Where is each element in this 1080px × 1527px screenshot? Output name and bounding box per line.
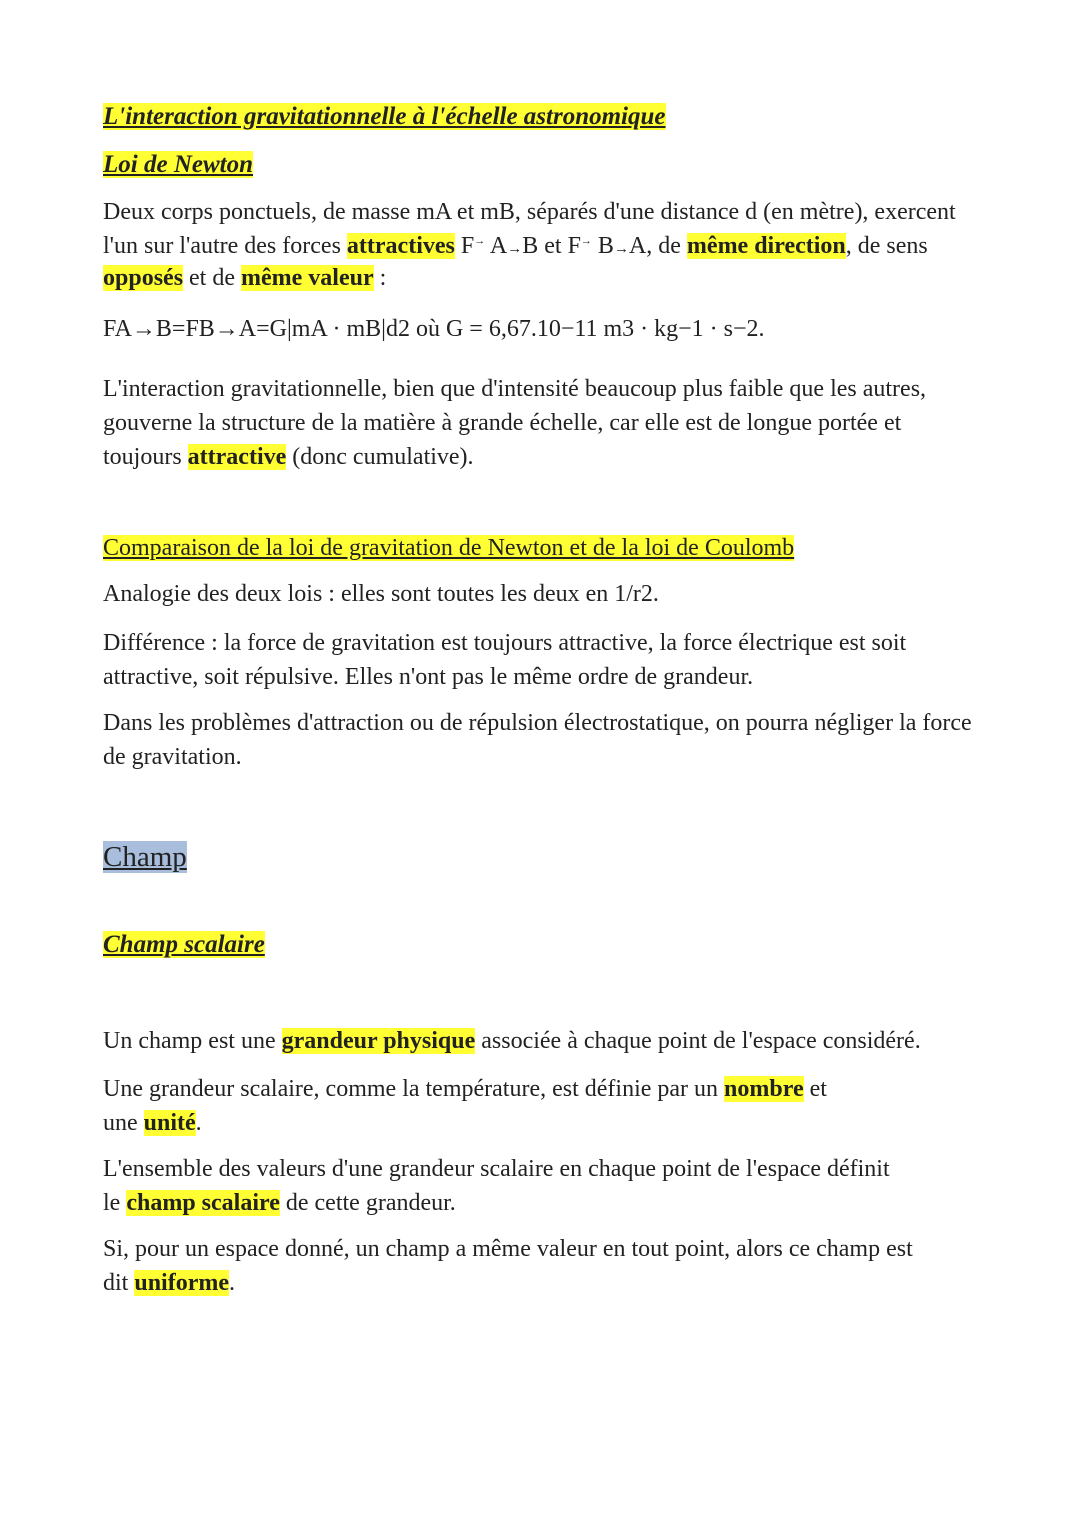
highlight-nombre: nombre	[724, 1076, 804, 1102]
champ-definition-paragraph	[103, 1027, 983, 1056]
text-run: dit	[103, 1270, 135, 1296]
champ-heading-text: Champ	[103, 841, 187, 873]
text-run: .	[195, 1110, 202, 1136]
text-run: Deux corps ponctuels, de masse mA et mB, séparés d'une distance d (en mètre), exercent l'un sur l'autre des forces	[103, 199, 956, 259]
comparison-title-text: Comparaison de la loi de gravitation de Newton et de la loi de Coulomb	[103, 535, 795, 561]
text-run: L'ensemble des valeurs d'une grandeur scalaire en chaque point de l'espace définit	[103, 1156, 890, 1182]
text-run: Une grandeur scalaire, comme la température, est définie par un	[103, 1076, 725, 1102]
text-run: , de sens	[845, 233, 928, 259]
vector-arrow: →	[474, 235, 486, 247]
text-run: une	[103, 1110, 144, 1136]
highlight-grandeur-physique: grandeur physique	[281, 1028, 476, 1054]
gravitation-paragraph	[103, 372, 983, 474]
analogy-paragraph: Analogie des deux lois : elles sont toutes les deux en 1/r2.	[103, 581, 659, 607]
text-run: et	[803, 1076, 827, 1102]
uniforme-paragraph	[103, 1232, 983, 1300]
comparison-title	[103, 534, 983, 563]
highlight-unite: unité	[143, 1110, 196, 1136]
text-run: (donc cumulative).	[286, 444, 474, 470]
text-run: .	[229, 1270, 235, 1296]
newton-law-paragraph	[103, 198, 983, 293]
text-run: Si, pour un espace donné, un champ a même valeur en tout point, alors ce champ est	[103, 1236, 913, 1262]
champ-scalaire-heading-text: Champ scalaire	[103, 931, 265, 958]
text-run: A, de	[628, 233, 687, 259]
text-run: B et F	[522, 233, 581, 259]
subsection-title	[103, 150, 983, 180]
vector-arrow: →	[580, 235, 592, 247]
subscript-arrow: →	[507, 241, 523, 257]
grandeur-scalaire-paragraph	[103, 1072, 983, 1140]
electrostatic-paragraph: Dans les problèmes d'attraction ou de répulsion électrostatique, on pourra négliger la force de gravitation.	[103, 710, 972, 770]
text-run: B	[591, 233, 614, 259]
highlight-attractive: attractive	[187, 444, 287, 470]
section-title-text: L'interaction gravitationnelle à l'échelle astronomique	[103, 103, 666, 130]
text-run: et de	[183, 265, 242, 291]
highlight-champ-scalaire: champ scalaire	[126, 1190, 280, 1216]
highlight-opposes: opposés	[103, 265, 184, 291]
champ-scalaire-heading	[103, 930, 983, 960]
section-title	[103, 102, 983, 132]
highlight-meme-valeur: même valeur	[241, 265, 374, 291]
text-run: A	[485, 233, 508, 259]
highlight-uniforme: uniforme	[134, 1270, 229, 1296]
subsection-title-text: Loi de Newton	[103, 151, 253, 178]
subscript-arrow: →	[613, 241, 629, 257]
highlight-attractives: attractives	[346, 233, 455, 259]
champ-scalaire-paragraph	[103, 1152, 983, 1220]
text-run: :	[373, 265, 387, 291]
text-run: associée à chaque point de l'espace considéré.	[475, 1028, 921, 1054]
newton-formula: FA→B=FB→A=G|mA · mB|d2 où G = 6,67.10−11 m3 · kg−1 · s−2.	[103, 316, 765, 342]
highlight-meme-direction: même direction	[686, 233, 846, 259]
text-run: de cette grandeur.	[279, 1190, 456, 1216]
champ-heading	[103, 843, 983, 874]
text-run: L'interaction gravitationnelle, bien que d'intensité beaucoup plus faible que les autres, gouverne la structure de la matière à grande échelle, car elle est de longue portée et toujours	[103, 376, 927, 470]
text-run: le	[103, 1190, 127, 1216]
difference-paragraph: Différence : la force de gravitation est toujours attractive, la force électrique est soit attractive, soit répulsive. Elles n'ont pas le même ordre de grandeur.	[103, 630, 907, 690]
text-run: Un champ est une	[103, 1028, 282, 1054]
text-run: F	[454, 233, 475, 259]
